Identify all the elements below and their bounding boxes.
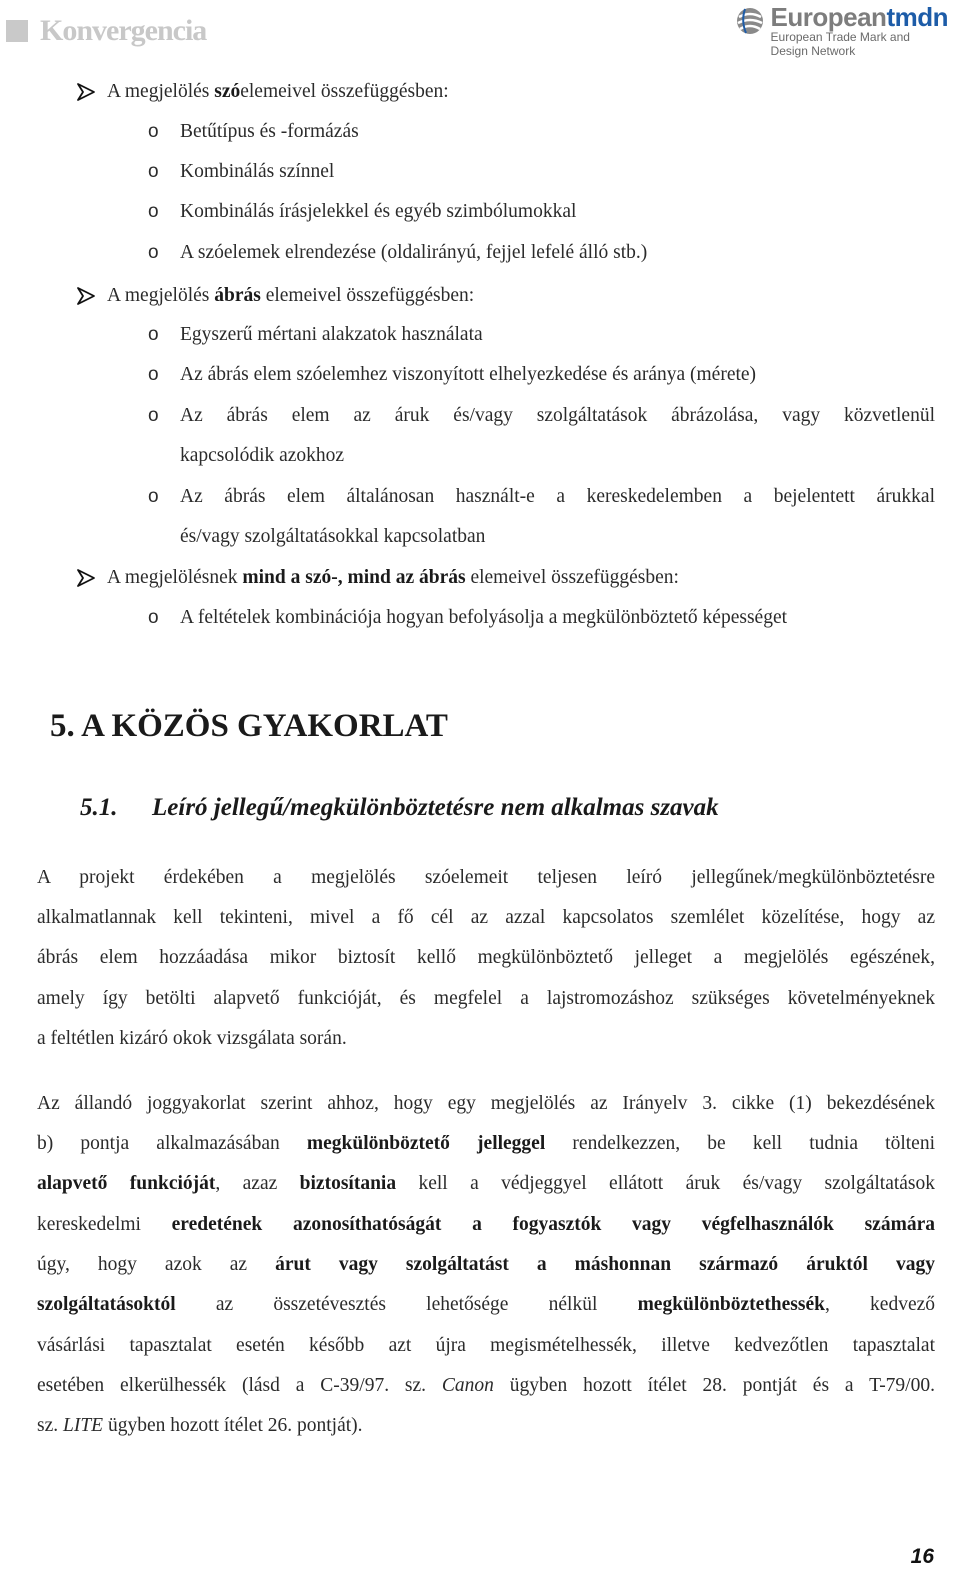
brand (0, 14, 206, 48)
arrow-bullet-icon (76, 286, 96, 306)
list-item: Az ábrás elem szóelemhez viszonyított elhelyezkedése és aránya (mérete) (180, 364, 757, 385)
subsection-number: 5.1. (80, 794, 118, 821)
arrow-bullet-icon (76, 82, 96, 102)
list-item: Betűtípus és -formázás (180, 121, 359, 142)
list-item-continuation: és/vagy szolgáltatásokkal kapcsolatban (180, 526, 486, 547)
etmdn-logo (735, 4, 948, 58)
paragraph-line: kereskedelmi eredetének azonosíthatóságát a fogyasztók vagy végfelhasználók számára (37, 1214, 935, 1235)
o-bullet: o (148, 121, 159, 142)
paragraph-line: esetében elkerülhessék (lásd a C-39/97. sz. Canon ügyben hozott ítélet 28. pontját és a T-79/00. (37, 1375, 935, 1396)
list-item: A feltételek kombinációja hogyan befolyásolja a megkülönböztető képességet (180, 607, 788, 628)
o-bullet: o (148, 364, 159, 385)
o-bullet: o (148, 486, 159, 507)
o-bullet: o (148, 161, 159, 182)
paragraph-line: sz. LITE ügyben hozott ítélet 26. pontját). (37, 1415, 363, 1436)
o-bullet: o (148, 201, 159, 222)
list-heading: A megjelölésnek mind a szó-, mind az ábrás elemeivel összefüggésben: (107, 567, 679, 588)
paragraph-line: alkalmatlannak kell tekinteni, mivel a fő cél az azzal kapcsolatos szemlélet közelítése, hogy az (37, 907, 935, 928)
list-item: A szóelemek elrendezése (oldalirányú, fejjel lefelé álló stb.) (180, 242, 648, 263)
list-item: Kombinálás színnel (180, 161, 335, 182)
paragraph-line: vásárlási tapasztalat esetén később azt újra megismételhessék, illetve kedvezőtlen tapasztalat (37, 1335, 935, 1356)
page-header (0, 0, 960, 62)
paragraph-line: alapvető funkcióját, azaz biztosítania kell a védjeggyel ellátott áruk és/vagy szolgáltatások (37, 1173, 936, 1194)
o-bullet: o (148, 405, 159, 426)
paragraph-line: amely így betölti alapvető funkcióját, és megfelel a lajstromozáshoz szükséges követelményeknek (37, 988, 935, 1009)
list-heading: A megjelölés szóelemeivel összefüggésben: (107, 81, 449, 102)
o-bullet: o (148, 607, 159, 628)
brand-title: Konvergencia (40, 14, 207, 47)
o-bullet: o (148, 242, 159, 263)
subsection-title: Leíró jellegű/megkülönböztetésre nem alkalmas szavak (152, 794, 719, 821)
list-item: Egyszerű mértani alakzatok használata (180, 324, 483, 345)
page-number: 16 (910, 1545, 934, 1568)
list-item-continuation: kapcsolódik azokhoz (180, 445, 345, 466)
logo-subtitle-2: Design Network (770, 44, 856, 58)
paragraph-line: szolgáltatásoktól az összetévesztés lehetősége nélkül megkülönböztethessék, kedvező (37, 1294, 936, 1315)
logo-subtitle-1: European Trade Mark and (770, 30, 910, 44)
arrow-bullet-icon (76, 568, 96, 588)
list-item: Az ábrás elem általánosan használt-e a kereskedelemben a bejelentett árukkal (180, 486, 935, 507)
list-item: Az ábrás elem az áruk és/vagy szolgáltatások ábrázolása, vagy közvetlenül (180, 405, 935, 426)
paragraph-line: ábrás elem hozzáadása mikor biztosít kellő megkülönböztető jelleget a megjelölés egészének, (37, 947, 935, 968)
o-bullet: o (148, 324, 159, 345)
list-item: Kombinálás írásjelekkel és egyéb szimbólumokkal (180, 201, 577, 222)
section-heading: 5. A KÖZÖS GYAKORLAT (50, 708, 448, 744)
paragraph-line: úgy, hogy azok az árut vagy szolgáltatást a máshonnan származó áruktól vagy (37, 1254, 935, 1275)
list-heading: A megjelölés ábrás elemeivel összefüggésben: (107, 285, 475, 306)
paragraph-line: b) pontja alkalmazásában megkülönböztető jelleggel rendelkezzen, be kell tudnia tölteni (37, 1133, 935, 1154)
logo-name: Europeantmdn (770, 2, 948, 32)
paragraph-line: a feltétlen kizáró okok vizsgálata során. (37, 1028, 347, 1049)
brand-square-icon (6, 20, 28, 42)
paragraph-line: Az állandó joggyakorlat szerint ahhoz, hogy egy megjelölés az Irányelv 3. cikke (1) bekezdésének (37, 1093, 935, 1114)
globe-icon (735, 6, 765, 36)
paragraph-line: A projekt érdekében a megjelölés szóelemeit teljesen leíró jellegűnek/megkülönböztetésre (37, 867, 935, 888)
